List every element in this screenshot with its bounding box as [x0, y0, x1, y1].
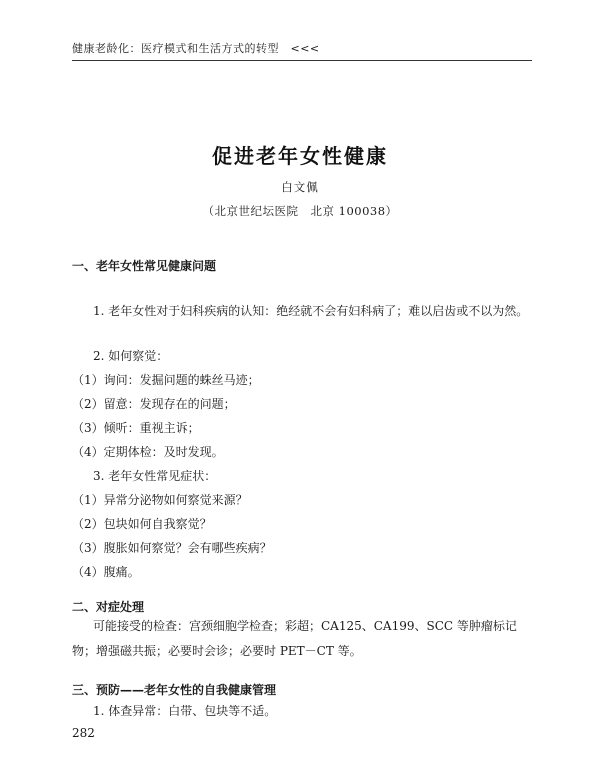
author-affiliation: （北京世纪坛医院 北京 100038） — [202, 204, 398, 218]
header-divider — [72, 60, 532, 61]
section-heading-3: 三、预防——老年女性的自我健康管理 — [72, 683, 277, 697]
list-item: （2）留意：发现存在的问题； — [72, 397, 236, 411]
paragraph: 3. 老年女性常见症状： — [93, 469, 217, 483]
list-item: （1）询问：发掘问题的蛛丝马迹； — [72, 373, 260, 387]
section-heading-1: 一、老年女性常见健康问题 — [72, 259, 217, 273]
paragraph: 可能接受的检查：宫颈细胞学检查；彩超；CA125、CA199、SCC 等肿瘤标记物；增强磁共振；必要时会诊；必要时 PET－CT 等。 — [72, 619, 517, 658]
author-name: 白文佩 — [281, 180, 319, 194]
section-heading-2: 二、对症处理 — [72, 600, 145, 614]
article-title: 促进老年女性健康 — [212, 144, 388, 168]
list-item: （3）腹胀如何察觉？会有哪些疾病？ — [72, 541, 272, 555]
list-item: （2）包块如何自我察觉？ — [72, 517, 212, 531]
list-item: （4）腹痛。 — [72, 565, 140, 579]
list-item: （3）倾听：重视主诉； — [72, 421, 200, 435]
list-item: （1）异常分泌物如何察觉来源？ — [72, 493, 248, 507]
running-header: 健康老龄化：医疗模式和生活方式的转型 <<< — [72, 42, 320, 55]
page-number: 282 — [72, 726, 95, 740]
list-item: （4）定期体检：及时发现。 — [72, 445, 224, 459]
paragraph: 1. 老年女性对于妇科疾病的认知：绝经就不会有妇科病了；难以启齿或不以为然。 — [93, 304, 529, 318]
paragraph: 1. 体查异常：白带、包块等不适。 — [93, 704, 277, 718]
paragraph: 2. 如何察觉： — [93, 349, 169, 363]
